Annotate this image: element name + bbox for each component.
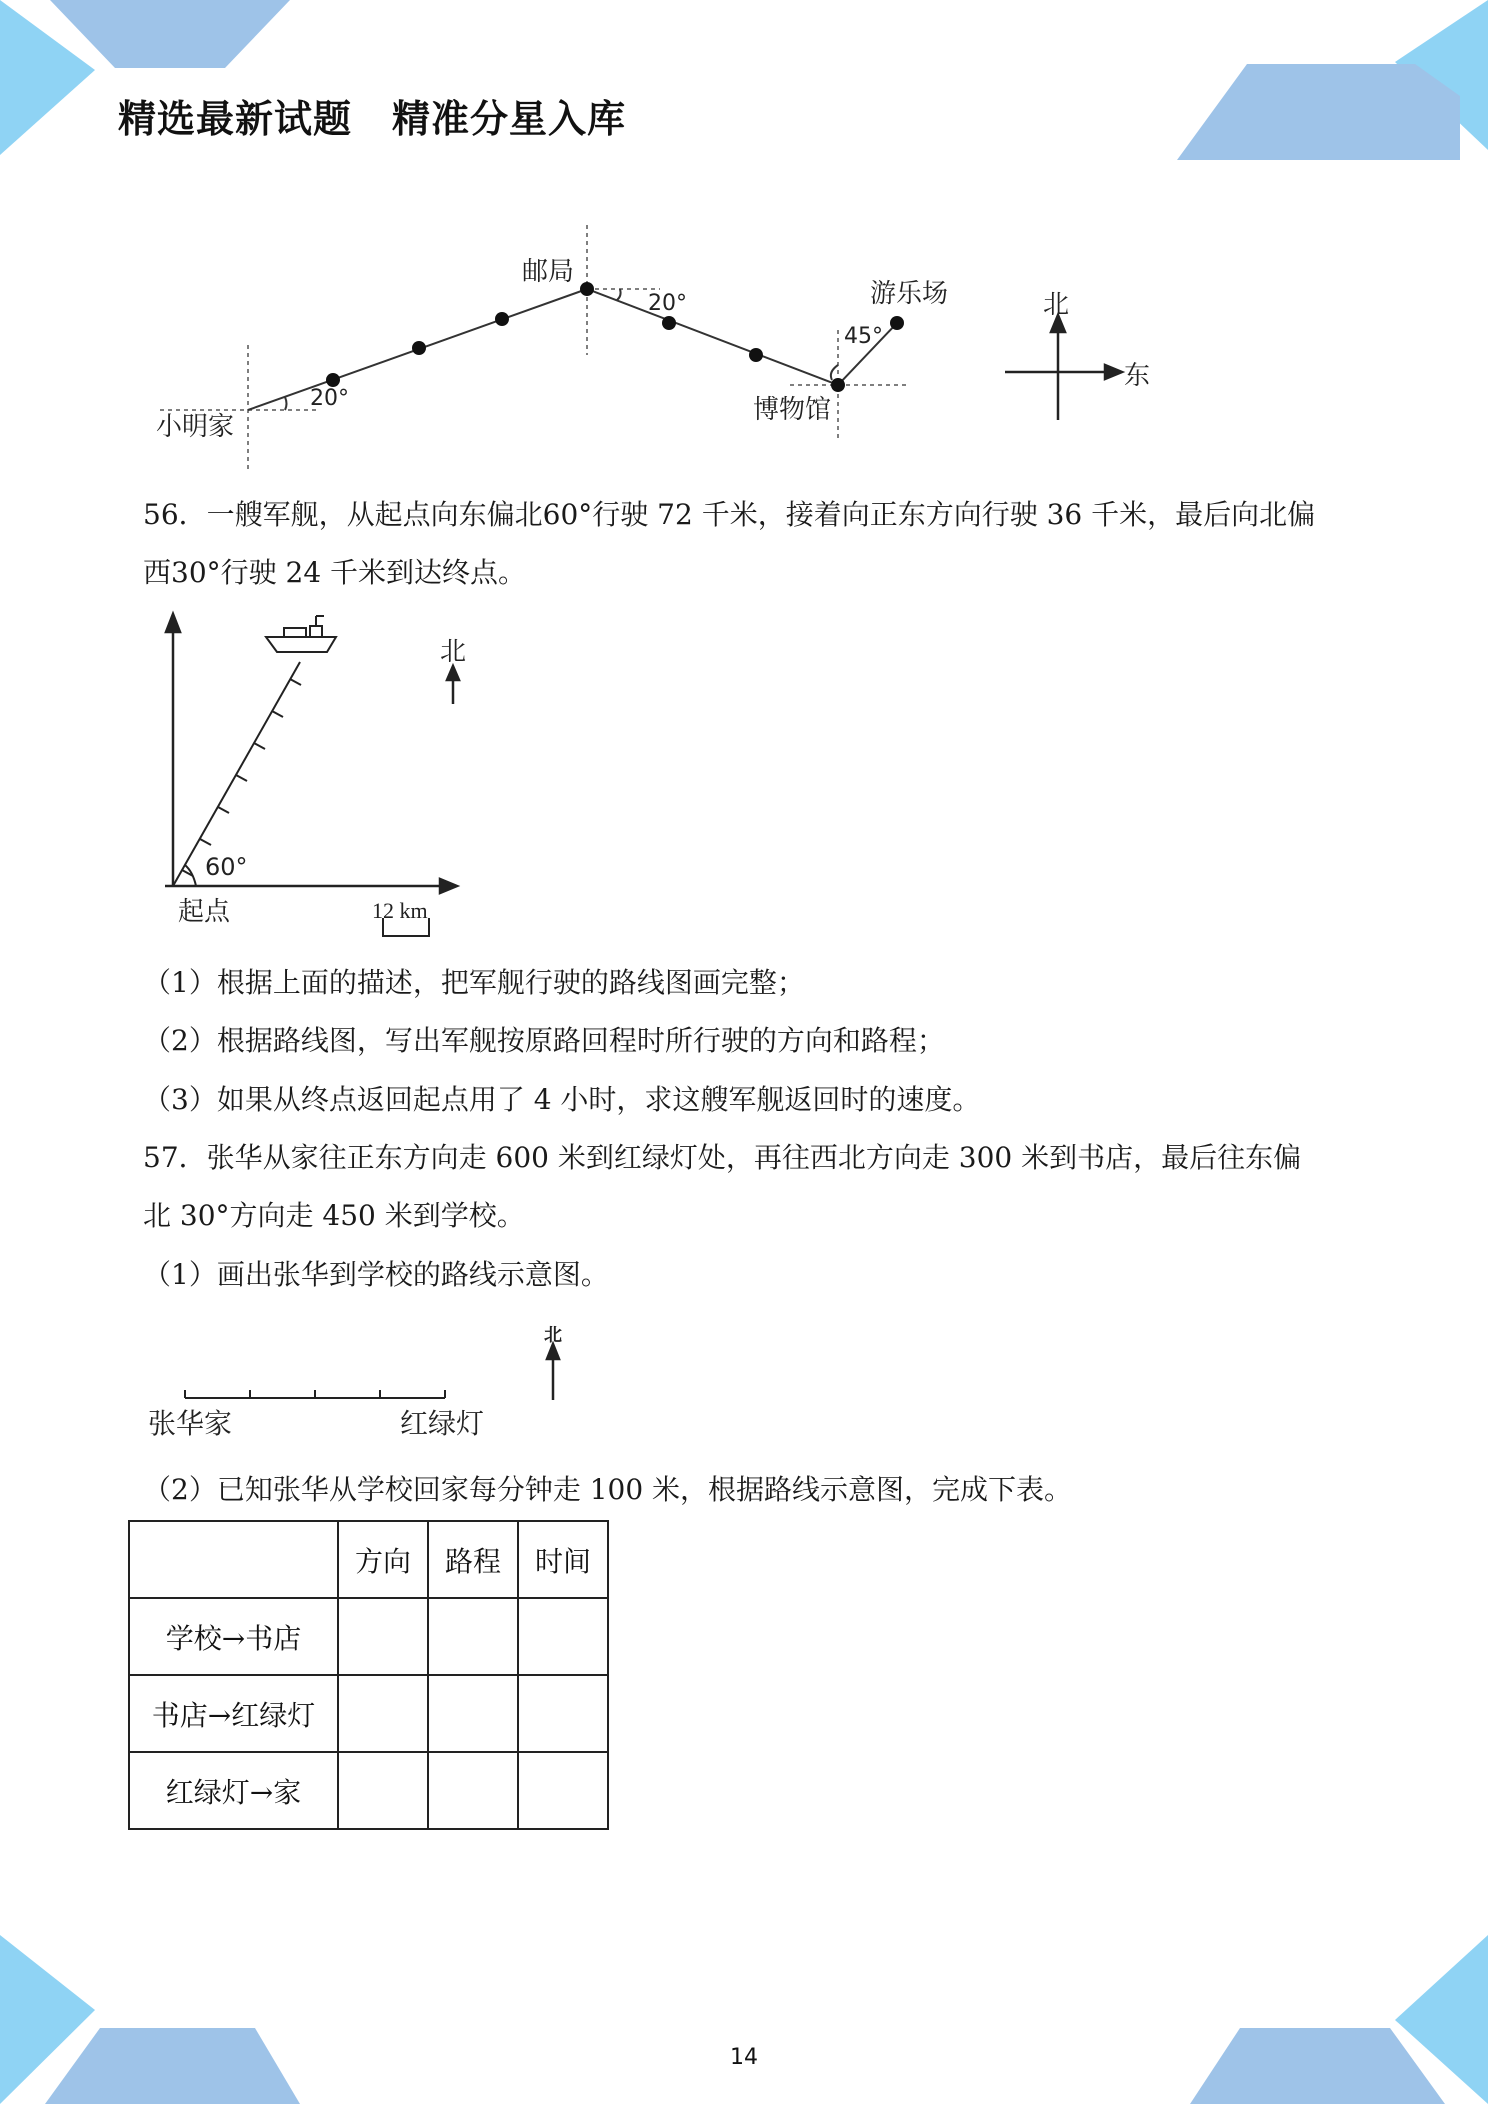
label-post-office: 邮局: [522, 257, 575, 287]
route-point: [495, 312, 509, 326]
table-row-label: 学校→书店: [129, 1598, 338, 1675]
route-tick: [290, 679, 301, 685]
label-museum-angle: 45°: [844, 324, 883, 349]
route-tick: [200, 839, 211, 845]
route-tick: [236, 775, 247, 781]
header-title-part1: 精选最新试题: [118, 97, 353, 141]
home-angle-arc: [285, 397, 287, 410]
q57-sub1: （1）画出张华到学校的路线示意图。: [143, 1258, 609, 1291]
legend-north-label: 北: [544, 1325, 562, 1346]
route-tick: [218, 807, 229, 813]
scale-label: 12 km: [372, 898, 428, 923]
table-cell-direction[interactable]: [338, 1675, 428, 1752]
q56-sub3: （3）如果从终点返回起点用了 4 小时，求这艘军舰返回时的速度。: [143, 1083, 981, 1116]
answer-table: [128, 1520, 609, 1830]
q56-sub2: （2）根据路线图，写出军舰按原路回程时所行驶的方向和路程；: [143, 1024, 945, 1057]
table-header-cell: 时间: [518, 1521, 608, 1598]
page-number: 14: [730, 2045, 758, 2070]
compass-east-arrowhead: [1105, 365, 1122, 379]
warship-icon: [266, 616, 336, 652]
table-row-label: 红绿灯→家: [129, 1752, 338, 1829]
table-cell-distance[interactable]: [428, 1598, 518, 1675]
post-office-point: [580, 282, 594, 296]
q56-text-line1: 56．一艘军舰，从起点向东偏北60°行驶 72 千米，接着向正东方向行驶 36 千米，最后向北偏: [143, 498, 1316, 531]
route-point: [326, 373, 340, 387]
q56-text-line2: 西30°行驶 24 千米到达终点。: [143, 556, 527, 589]
table-cell-distance[interactable]: [428, 1675, 518, 1752]
legend-north-arrowhead: [547, 1344, 559, 1359]
route-map-figure: [0, 0, 1488, 480]
start-point-label: 起点: [178, 897, 231, 927]
q57-text-line1: 57．张华从家往正东方向走 600 米到红绿灯处，再往西北方向走 300 米到书店，最后往东偏: [143, 1141, 1302, 1174]
table-cell-time[interactable]: [518, 1675, 608, 1752]
route-point: [662, 316, 676, 330]
label-amusement-park: 游乐场: [870, 279, 949, 309]
start-angle-label: 60°: [205, 853, 248, 881]
q57-sub2: （2）已知张华从学校回家每分钟走 100 米，根据路线示意图，完成下表。: [143, 1473, 1073, 1506]
label-post-angle: 20°: [648, 291, 687, 316]
zhanghua-figure: [0, 1310, 620, 1450]
table-cell-direction[interactable]: [338, 1752, 428, 1829]
header-title-part2: 精准分星入库: [392, 97, 627, 141]
label-home-angle: 20°: [310, 386, 349, 411]
label-zhanghua-home: 张华家: [148, 1407, 233, 1440]
table-row-label: 书店→红绿灯: [129, 1675, 338, 1752]
table-header-cell: [129, 1521, 338, 1598]
route-tick: [254, 743, 265, 749]
table-cell-time[interactable]: [518, 1598, 608, 1675]
warship-figure: [0, 600, 600, 950]
route-point: [749, 348, 763, 362]
table-row: [129, 1675, 608, 1752]
north-axis-arrowhead: [166, 614, 180, 632]
table-row: [129, 1598, 608, 1675]
q57-text-line2: 北 30°方向走 450 米到学校。: [143, 1199, 525, 1232]
q56-sub1: （1）根据上面的描述，把军舰行驶的路线图画完整；: [143, 966, 805, 999]
table-cell-distance[interactable]: [428, 1752, 518, 1829]
label-north: 北: [1043, 290, 1070, 320]
label-traffic-light: 红绿灯: [400, 1407, 485, 1440]
route-point: [412, 341, 426, 355]
legend-north-label: 北: [440, 637, 467, 667]
east-axis-arrowhead: [440, 879, 457, 893]
table-cell-direction[interactable]: [338, 1598, 428, 1675]
museum-angle-arc: [831, 365, 838, 380]
route-tick: [272, 711, 283, 717]
post-angle-arc: [617, 289, 621, 300]
table-header-cell: 方向: [338, 1521, 428, 1598]
amusement-park-point: [890, 316, 904, 330]
table-row: [129, 1752, 608, 1829]
table-header-row: [129, 1521, 608, 1598]
label-east: 东: [1124, 361, 1151, 391]
label-museum: 博物馆: [753, 395, 832, 425]
table-header-cell: 路程: [428, 1521, 518, 1598]
legend-north-arrowhead: [447, 666, 459, 680]
table-cell-time[interactable]: [518, 1752, 608, 1829]
museum-point: [831, 378, 845, 392]
label-home: 小明家: [156, 412, 235, 442]
